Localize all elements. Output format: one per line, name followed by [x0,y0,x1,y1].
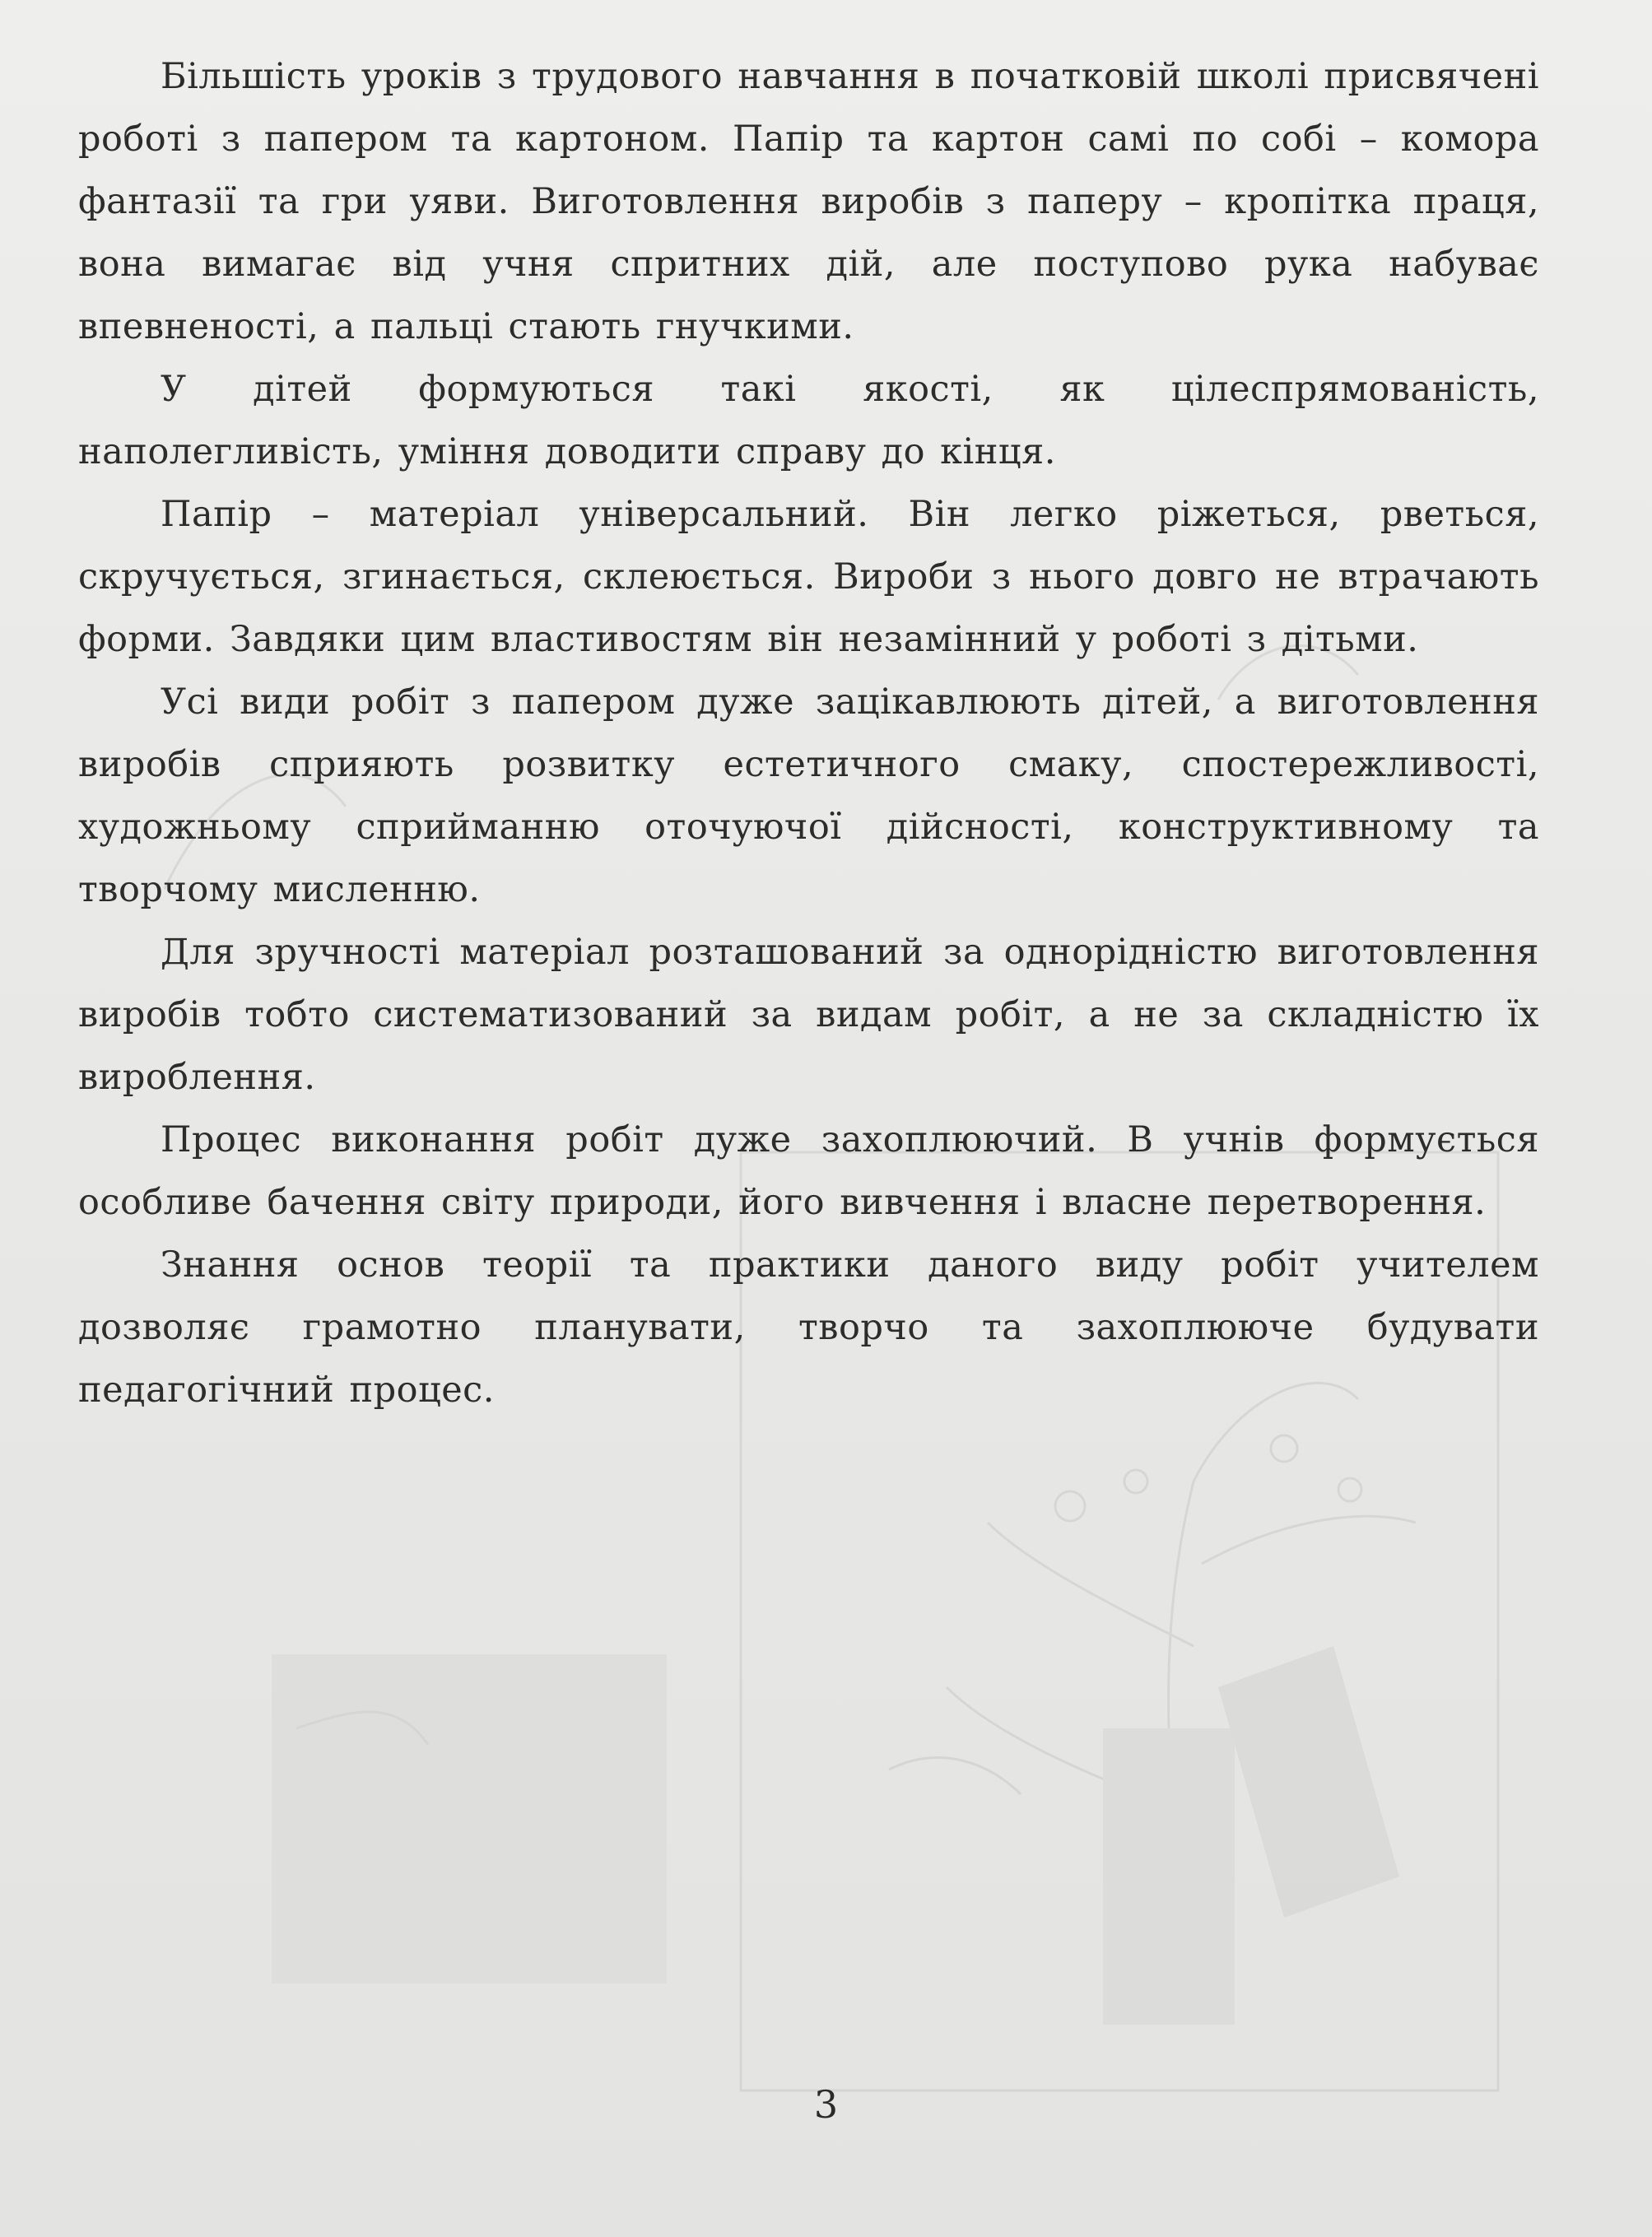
paragraph: Більшість уроків з трудового навчання в початковій школі присвячені роботі з папером та картоном. Папір та картон самі по собі – комора фантазії та гри уяви. Виготовлення виробів з паперу – кропітка праця, вона вимагає від учня спритних дій, але поступово рука набуває впевненості, а пальці стають гнучкими. [78,56,1539,347]
paragraph: Для зручності матеріал розташований за однорідністю виготовлення виробів тобто систематизований за видам робіт, а не за складністю їх вироблення. [78,932,1539,1098]
body-text [78,45,1539,1421]
paragraph: Папір – матеріал універсальний. Він легко ріжеться, рветься, скручується, згинається, склеюється. Вироби з нього довго не втрачають форми. Завдяки цим властивостям він незамінний у роботі з дітьми. [78,494,1539,660]
page-number: 3 [813,2082,839,2127]
paragraph: Усі види робіт з папером дуже зацікавлюють дітей, а виготовлення виробів сприяють розвитку естетичного смаку, спостережливості, художньому сприйманню оточуючої дійсності, конструктивному та творчому мисленню. [78,681,1539,910]
paragraph: Знання основ теорії та практики даного виду робіт учителем дозволяє грамотно планувати, творчо та захоплююче будувати педагогічний процес. [78,1244,1539,1411]
paragraph: Процес виконання робіт дуже захоплюючий. В учнів формується особливе бачення світу природи, його вивчення і власне перетворення. [78,1119,1539,1223]
paragraph: У дітей формуються такі якості, як цілеспрямованість, наполегливість, уміння доводити справу до кінця. [78,369,1539,472]
